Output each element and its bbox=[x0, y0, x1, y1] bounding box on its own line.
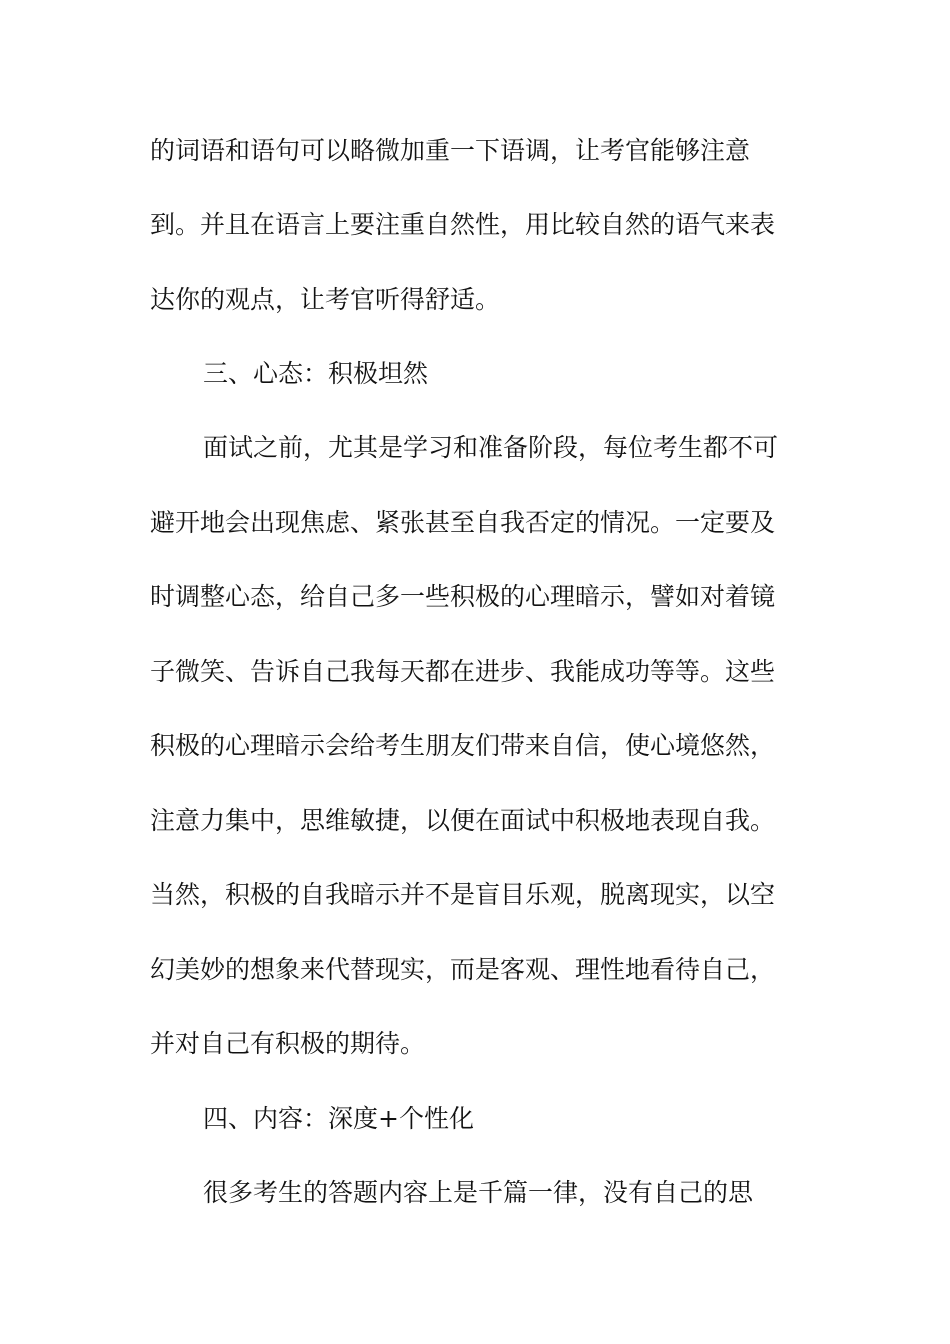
paragraph-line: 当然，积极的自我暗示并不是盲目乐观，脱离现实，以空 bbox=[150, 880, 776, 909]
paragraph-line: 积极的心理暗示会给考生朋友们带来自信，使心境悠然， bbox=[150, 731, 776, 760]
paragraph-line: 面试之前，尤其是学习和准备阶段，每位考生都不可 bbox=[203, 433, 779, 462]
paragraph-line: 避开地会出现焦虑、紧张甚至自我否定的情况。一定要及 bbox=[150, 508, 776, 537]
paragraph-line: 的词语和语句可以略微加重一下语调，让考官能够注意 bbox=[150, 136, 751, 165]
section-heading-3: 三、心态：积极坦然 bbox=[203, 359, 429, 388]
section-heading-4: 四、内容：深度+个性化 bbox=[203, 1104, 474, 1133]
paragraph-line: 很多考生的答题内容上是千篇一律，没有自己的思 bbox=[203, 1178, 754, 1207]
paragraph-line: 并对自己有积极的期待。 bbox=[150, 1029, 426, 1058]
paragraph-line: 子微笑、告诉自己我每天都在进步、我能成功等等。这些 bbox=[150, 657, 776, 686]
paragraph-line: 达你的观点，让考官听得舒适。 bbox=[150, 285, 501, 314]
paragraph-line: 到。并且在语言上要注重自然性，用比较自然的语气来表 bbox=[150, 210, 776, 239]
paragraph-line: 注意力集中，思维敏捷，以便在面试中积极地表现自我。 bbox=[150, 806, 776, 835]
paragraph-line: 幻美妙的想象来代替现实，而是客观、理性地看待自己， bbox=[150, 955, 776, 984]
paragraph-line: 时调整心态，给自己多一些积极的心理暗示，譬如对着镜 bbox=[150, 582, 776, 611]
